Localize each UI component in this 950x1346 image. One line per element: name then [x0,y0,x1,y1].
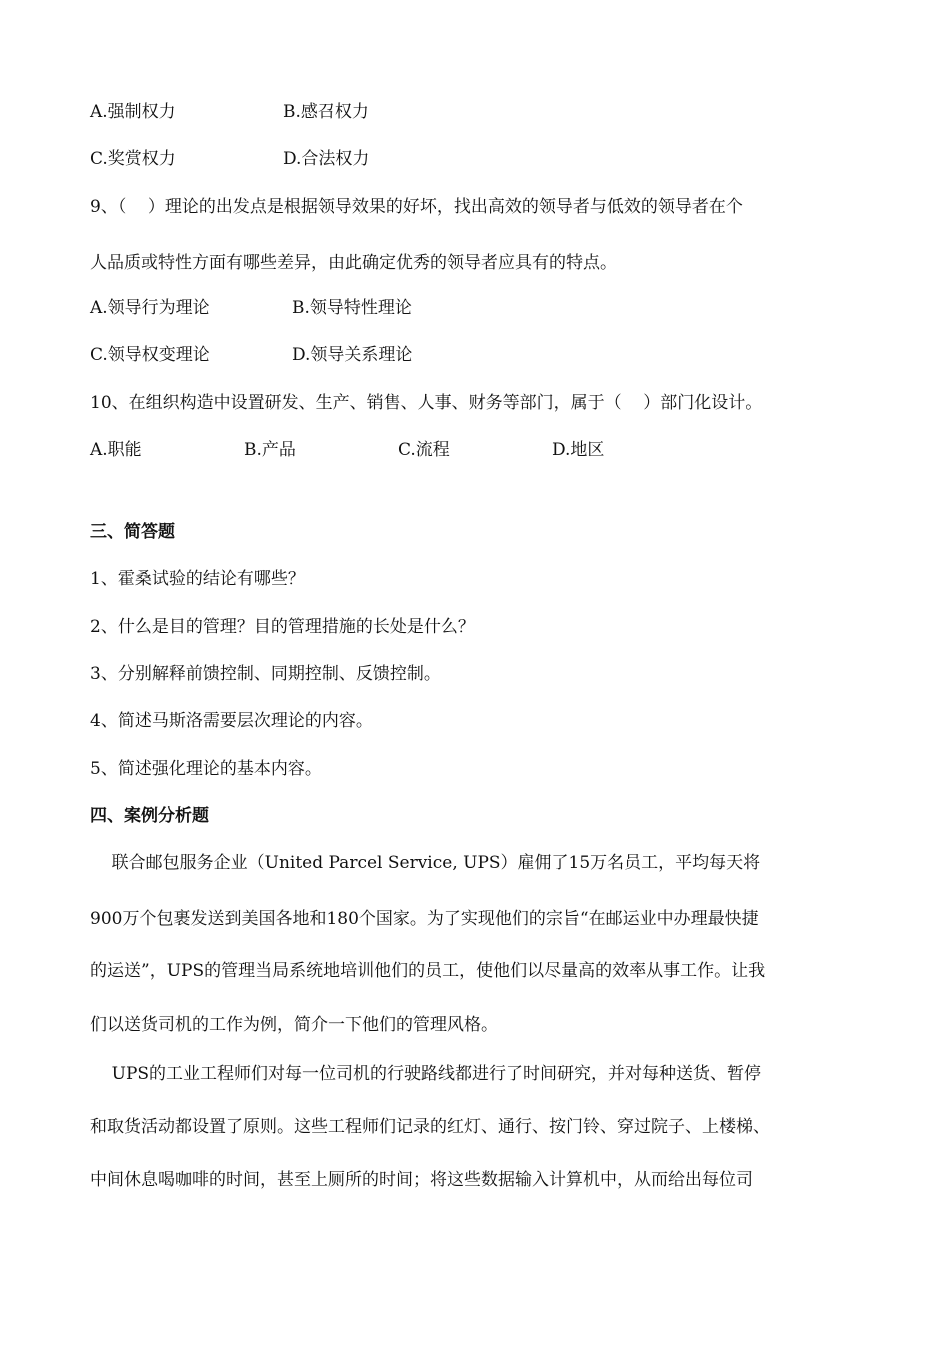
section-3-heading: 三、简答题 [90,522,175,542]
q9-option-a: A.领导行为理论 [90,298,210,318]
q10-option-a: A.职能 [90,440,142,460]
short-answer-question-2: 2、什么是目的管理？目的管理措施的长处是什么？ [90,617,475,637]
short-answer-question-1: 1、霍桑试验的结论有哪些？ [90,569,305,589]
q10-question: 10、在组织构造中设置研发、生产、销售、人事、财务等部门，属于（ ）部门化设计。 [90,393,763,413]
q10-option-d: D.地区 [552,440,605,460]
case-paragraph-1-line-2: 900万个包裹发送到美国各地和180个国家。为了实现他们的宗旨“在邮运业中办理最快捷 [90,909,759,929]
q9-question-line-2: 人品质或特性方面有哪些差异，由此确定优秀的领导者应具有的特点。 [90,253,617,273]
short-answer-question-3: 3、分别解释前馈控制、同期控制、反馈控制。 [90,664,441,684]
q9-option-d: D.领导关系理论 [292,345,413,365]
short-answer-question-5: 5、简述强化理论的基本内容。 [90,759,322,779]
case-paragraph-1-line-1: 联合邮包服务企业（United Parcel Service, UPS）雇佣了15万名员工，平均每天将 [90,853,761,873]
section-4-heading: 四、案例分析题 [90,806,209,826]
case-paragraph-2-line-1: UPS的工业工程师们对每一位司机的行驶路线都进行了时间研究，并对每种送货、暂停 [90,1064,762,1084]
q10-option-c: C.流程 [398,440,450,460]
short-answer-question-4: 4、简述马斯洛需要层次理论的内容。 [90,711,373,731]
q8-option-b: B.感召权力 [283,102,369,122]
case-paragraph-2-line-3: 中间休息喝咖啡的时间，甚至上厕所的时间；将这些数据输入计算机中，从而给出每位司 [90,1170,753,1190]
case-paragraph-2-line-2: 和取货活动都设置了原则。这些工程师们记录的红灯、通行、按门铃、穿过院子、上楼梯、 [90,1117,770,1137]
q9-option-b: B.领导特性理论 [292,298,412,318]
q8-option-d: D.合法权力 [283,149,370,169]
q8-option-c: C.奖赏权力 [90,149,176,169]
q10-option-b: B.产品 [244,440,296,460]
q9-option-c: C.领导权变理论 [90,345,210,365]
case-paragraph-1-line-3: 的运送”，UPS的管理当局系统地培训他们的员工，使他们以尽量高的效率从事工作。让我 [90,961,766,981]
q9-question-line-1: 9、（ ）理论的出发点是根据领导效果的好坏，找出高效的领导者与低效的领导者在个 [90,197,743,217]
q8-option-a: A.强制权力 [90,102,176,122]
case-paragraph-1-line-4: 们以送货司机的工作为例，简介一下他们的管理风格。 [90,1015,498,1035]
